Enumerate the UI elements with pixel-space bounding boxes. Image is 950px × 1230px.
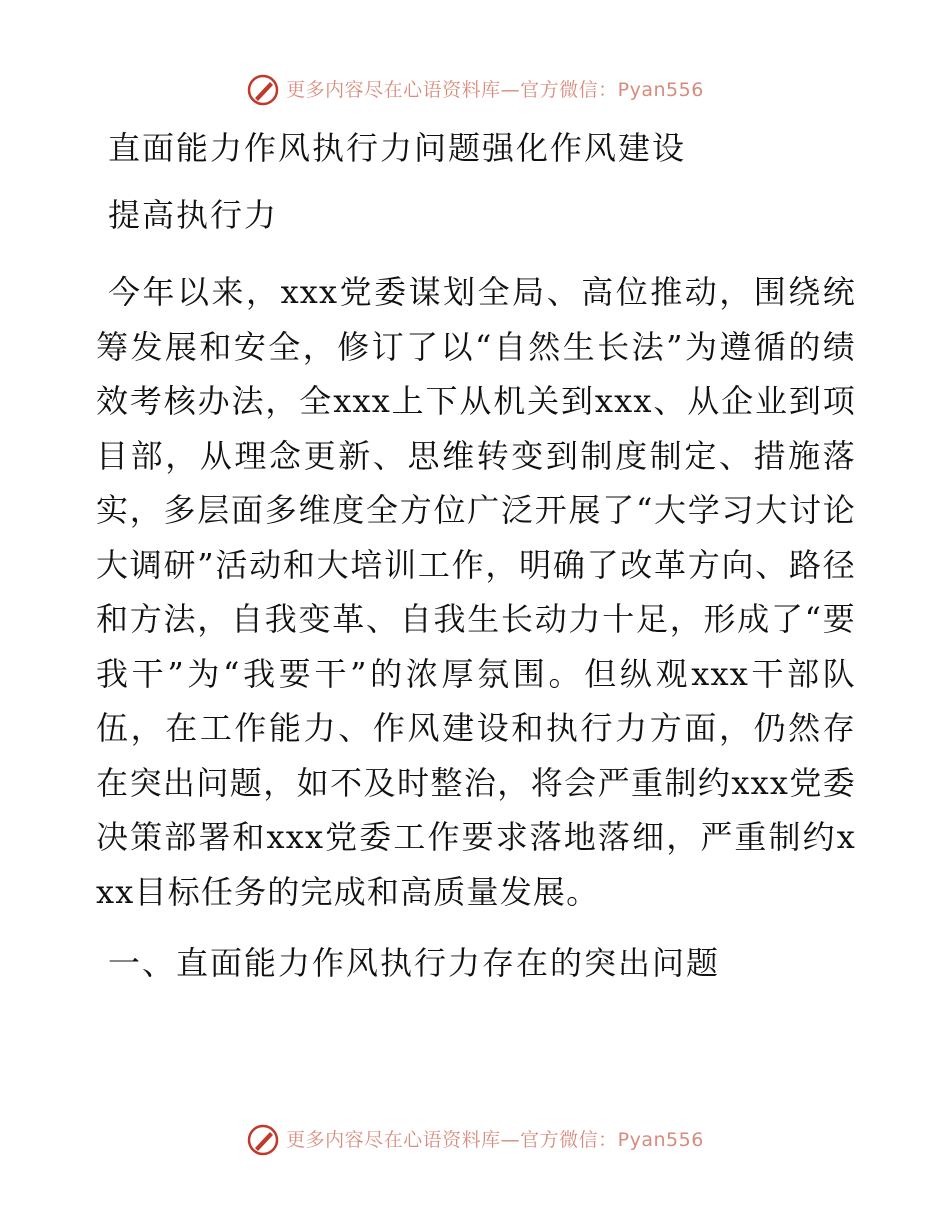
footer-watermark	[0, 1120, 950, 1160]
header-watermark	[0, 70, 950, 110]
document-title-line-2: 提高执行力	[108, 196, 279, 234]
watermark-text: 更多内容尽在心语资料库—官方微信：Pyan556	[286, 78, 704, 101]
section-heading: 一、直面能力作风执行力存在的突出问题	[108, 944, 721, 982]
body-paragraph: 今年以来，xxx党委谋划全局、高位推动，围绕统筹发展和安全，修订了以“自然生长法”为遵循的绩效考核办法，全xxx上下从机关到xxx、从企业到项目部，从理念更新、思维转变到制度制定、措施落实，多层面多维度全方位广泛开展了“大学习大讨论大调研”活动和大培训工作，明确了改革方向、路径和方法，自我变革、自我生长动力十足，形成了“要我干”为“我要干”的浓厚氛围。但纵观xxx干部队伍，在工作能力、作风建设和执行力方面，仍然存在突出问题，如不及时整治，将会严重制约xxx党委决策部署和xxx党委工作要求落地落细，严重制约xxx目标任务的完成和高质量发展。	[96, 273, 856, 911]
seal-pen-logo-icon	[246, 1123, 280, 1157]
watermark-text: 更多内容尽在心语资料库—官方微信：Pyan556	[286, 1128, 704, 1151]
document-body	[96, 118, 856, 983]
seal-pen-logo-icon	[246, 73, 280, 107]
document-title-line-1: 直面能力作风执行力问题强化作风建设	[108, 129, 687, 167]
